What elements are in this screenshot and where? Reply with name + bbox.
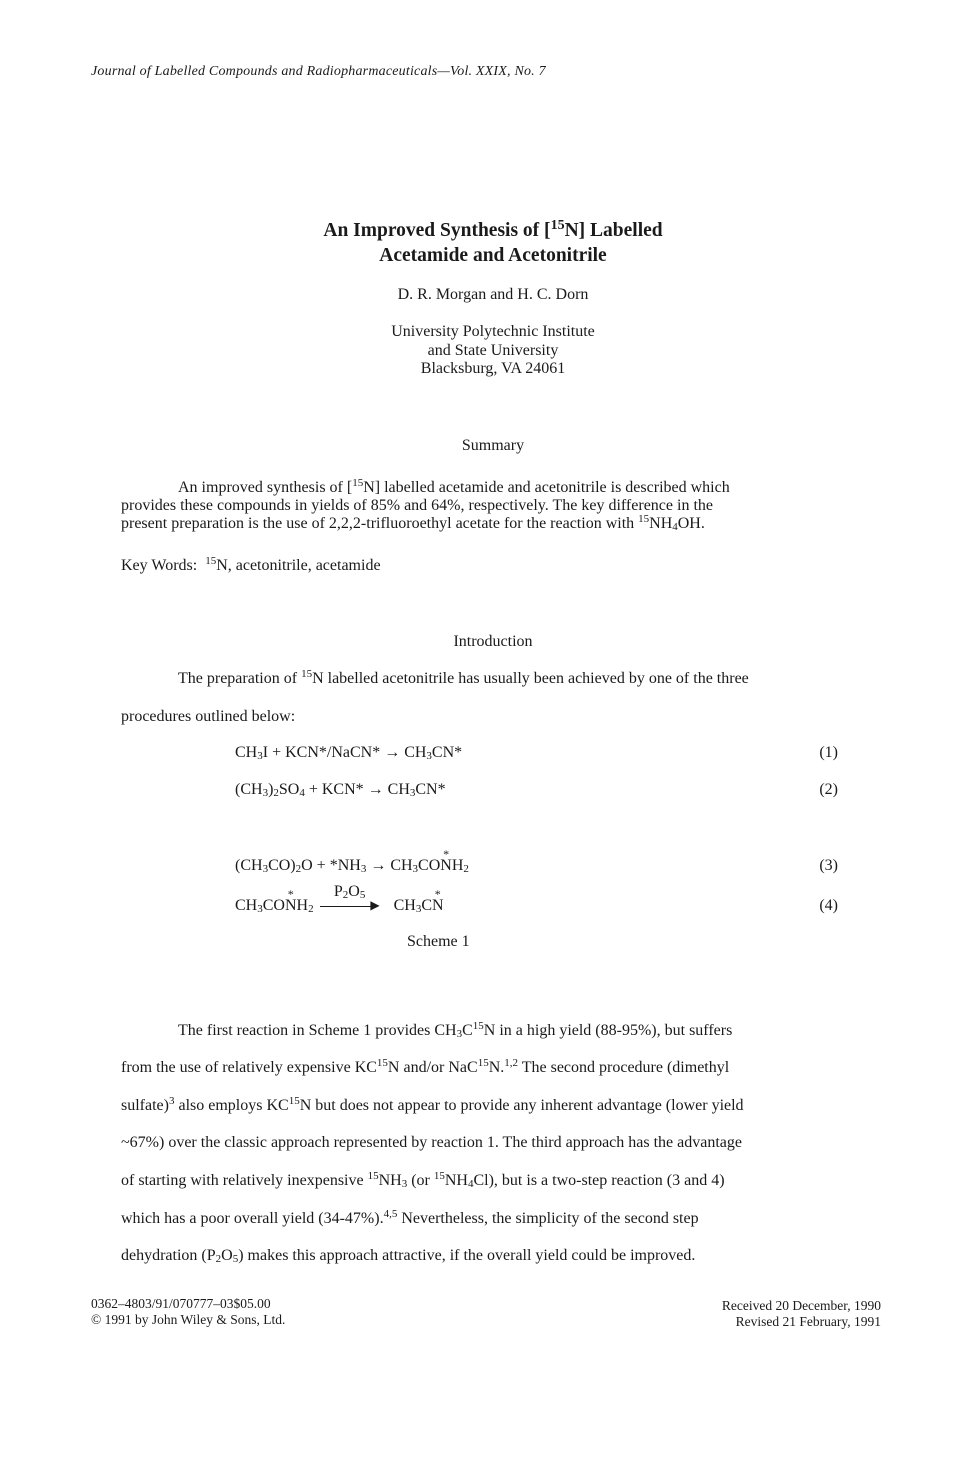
body-line4: ~67%) over the classic approach represented by reaction 1. The third approach has the advantage [121,1134,742,1151]
summary-heading: Summary [461,437,525,454]
intro-line2: procedures outlined below: [121,708,296,725]
footer-code: 0362–4803/91/070777–03$05.00 [91,1296,271,1311]
affiliation-line2: and State University [427,342,559,359]
body-line7: dehydration $(P_2O_5)$ makes this approach attractive, if the overall yield could be improved. [121,1247,696,1265]
intro-line1: The preparation of $^{15}$N labelled acetonitrile has usually been achieved by one of the three [178,668,749,687]
footer-received: Received 20 December, 1990 [721,1298,881,1313]
body-line5: of starting with relatively inexpensive $^{15}NH_3$ (or $^{15}NH_4Cl$), but is a two-step reaction (3 and 4) [121,1170,725,1190]
equation-1: $CH_3I$ + KCN*/NaCN* → $CH_3CN*$ [235,744,463,762]
summary-line3: present preparation is the use of 2,2,2-trifluoroethyl acetate for the reaction with $^{15}NH_4OH$. [121,513,705,533]
footer-revised: Revised 21 February, 1991 [735,1314,881,1329]
summary-line2: provides these compounds in yields of 85% and 64%, respectively. The key difference in the [121,497,713,514]
equation-2-number: (2) [819,781,838,798]
body-line3: sulfate)$^3$ also employs KC$^{15}$N but does not appear to provide any inherent advantage (lower yield [121,1095,744,1114]
equation-3-number: (3) [819,857,838,874]
equation-4-number: (4) [819,897,838,914]
body-line2: from the use of relatively expensive KC$^{15}$N and/or NaC$^{15}$N.$^{1,2}$ The second procedure (dimethyl [121,1057,730,1076]
dehydration-arrow: $P_2O_5$ ▶ [320,897,380,915]
equation-2: $(CH_3)_2SO_4 + KCN* \to CH_3CN*$ [235,781,446,799]
equation-4: $CH_3CO*$ $NH_2$ $P_2O_5$ ▶ $CH_3C*$ N [235,897,444,915]
affiliation-line3: Blacksburg, VA 24061 [420,360,566,377]
journal-header: Journal of Labelled Compounds and Radiopharmaceuticals—Vol. XXIX, No. 7 [91,64,546,79]
introduction-heading: Introduction [453,633,533,650]
equation-1-number: (1) [819,744,838,761]
summary-line1: An improved synthesis of [$^{15}$N] labelled acetamide and acetonitrile is described which [178,477,730,496]
scheme-caption: Scheme 1 [407,933,470,950]
body-line1: The first reaction in Scheme 1 provides $CH_3C^{15}N$ in a high yield (88-95%), but suffers [178,1020,733,1040]
article-title-line2: Acetamide and Acetonitrile [379,245,607,266]
body-line6: which has a poor overall yield (34-47%).$^{4,5}$ Nevertheless, the simplicity of the second step [121,1208,699,1227]
affiliation-line1: University Polytechnic Institute [391,323,595,340]
keywords: Key Words: $^{15}$N, acetonitrile, acetamide [121,555,381,574]
equation-3: $(CH_3CO)_2O + *NH_3 \to CH_3CO*$ $NH_2$ [235,857,469,875]
article-title-line1: An Improved Synthesis of [$^{15}$N] Labelled [323,218,663,241]
footer-copyright: © 1991 by John Wiley & Sons, Ltd. [91,1312,286,1327]
authors: D. R. Morgan and H. C. Dorn [397,286,589,303]
